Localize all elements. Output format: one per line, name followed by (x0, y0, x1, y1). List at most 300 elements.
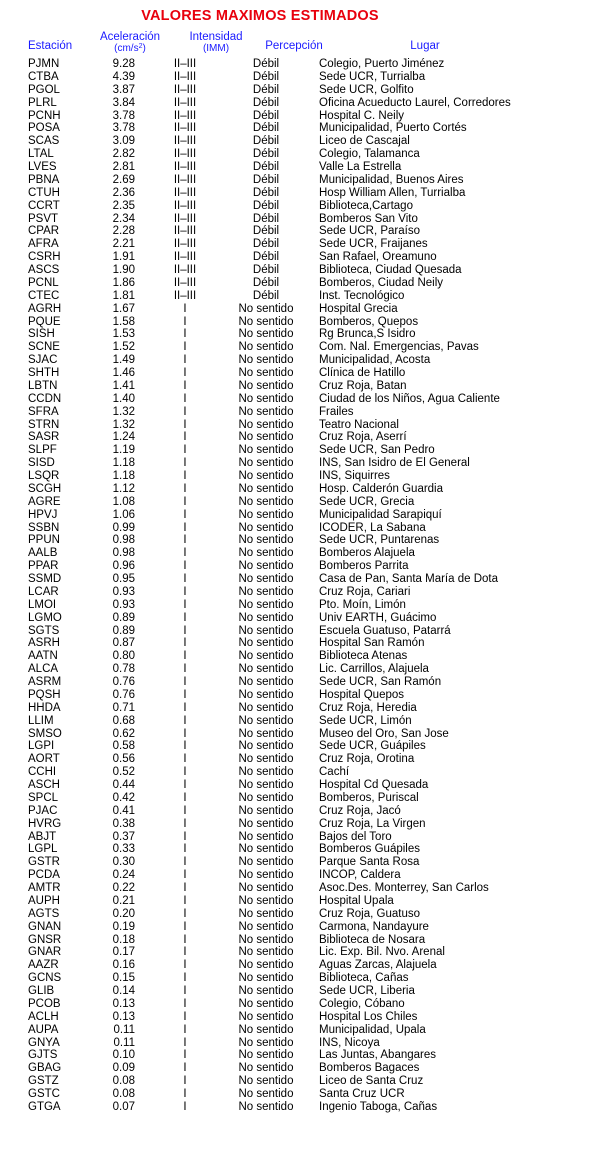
station-code: CCHI (28, 766, 57, 779)
location-name: Clínica de Hatillo (319, 367, 406, 379)
location-name: Parque Santa Rosa (319, 856, 420, 869)
table-row (28, 547, 511, 560)
acceleration-value: 0.80 (112, 650, 135, 663)
table-row (28, 753, 511, 766)
perception-value: Débil (252, 83, 280, 96)
page-title: VALORES MAXIMOS ESTIMADOS (141, 8, 379, 24)
location-name: Ciudad de los Niños, Agua Caliente (319, 392, 500, 405)
acceleration-value: 0.13 (112, 1010, 135, 1023)
intensity-value: I (183, 585, 187, 598)
intensity-value: I (183, 611, 187, 624)
acceleration-value: 2.35 (112, 199, 135, 212)
stations-table (28, 58, 511, 1114)
location-name: Bomberos Parrita (319, 560, 409, 573)
location-name: Liceo de Santa Cruz (319, 1075, 424, 1088)
acceleration-value: 0.08 (112, 1075, 135, 1088)
perception-value: Débil (252, 122, 280, 135)
acceleration-value: 1.86 (112, 276, 135, 289)
intensity-value: I (183, 1100, 187, 1113)
table-row (28, 187, 511, 200)
station-code: LGPL (28, 843, 58, 856)
header-lugar: Lugar (410, 40, 440, 52)
perception-value: Débil (252, 109, 280, 122)
table-row (28, 1062, 511, 1075)
location-name: Colegio, Talamanca (319, 148, 420, 161)
intensity-value: I (183, 946, 187, 959)
station-code: PPUN (28, 534, 60, 547)
header-estacion: Estación (28, 40, 73, 52)
location-name: Oficina Acueducto Laurel, Corredores (319, 96, 511, 109)
station-code: LLIM (28, 714, 54, 727)
intensity-value: I (183, 637, 187, 650)
acceleration-value: 0.56 (112, 753, 135, 766)
perception-value: No sentido (238, 1100, 294, 1113)
perception-value: Débil (252, 70, 280, 83)
acceleration-value: 1.46 (112, 367, 135, 379)
perception-value: No sentido (238, 1036, 294, 1049)
perception-value: No sentido (238, 534, 294, 547)
station-code: AGRH (28, 302, 62, 315)
intensity-value: I (183, 985, 187, 997)
table-row (28, 534, 511, 547)
table-row (28, 573, 511, 586)
intensity-value: I (183, 959, 187, 972)
location-name: Frailes (319, 405, 354, 418)
location-name: Bomberos Bagaces (319, 1062, 420, 1075)
table-row (28, 110, 511, 123)
table-row (28, 985, 511, 998)
table-row (28, 1037, 511, 1050)
location-name: Sede UCR, Guápiles (319, 740, 426, 753)
intensity-value: I (183, 1023, 187, 1036)
table-row (28, 637, 511, 650)
station-code: AGTS (28, 907, 60, 920)
perception-value: No sentido (238, 315, 294, 328)
intensity-value: II–III (173, 58, 197, 70)
station-code: HVRG (28, 817, 62, 830)
acceleration-value: 1.40 (112, 392, 135, 405)
table-row (28, 1049, 511, 1062)
intensity-value: I (183, 1036, 187, 1049)
intensity-value: I (183, 444, 187, 457)
table-row (28, 959, 511, 972)
station-code: AORT (28, 753, 60, 766)
intensity-value: II–III (173, 199, 197, 212)
acceleration-value: 0.71 (112, 701, 135, 714)
intensity-value: I (183, 560, 187, 573)
acceleration-value: 4.39 (112, 70, 135, 83)
perception-value: No sentido (238, 907, 294, 920)
acceleration-value: 0.15 (112, 972, 135, 985)
acceleration-value: 2.21 (112, 238, 135, 251)
station-code: PQSH (28, 688, 61, 701)
station-code: GSTC (28, 1088, 60, 1100)
unit-base: (cm/s (114, 43, 139, 54)
acceleration-value: 0.41 (112, 804, 135, 817)
perception-value: No sentido (238, 869, 294, 882)
table-row (28, 972, 511, 985)
location-name: Bomberos San Vito (319, 212, 418, 225)
location-name: Inst. Tecnológico (319, 289, 405, 302)
table-row (28, 148, 511, 161)
intensity-value: II–III (173, 161, 197, 173)
acceleration-value: 1.81 (112, 289, 135, 302)
intensity-value: I (183, 1010, 187, 1023)
intensity-value: I (183, 534, 187, 547)
acceleration-value: 0.09 (112, 1062, 135, 1075)
acceleration-value: 0.21 (112, 894, 135, 907)
location-name: Valle La Estrella (319, 161, 402, 173)
location-name: Cruz Roja, Orotina (319, 753, 415, 766)
intensity-value: II–III (173, 148, 197, 161)
table-row (28, 135, 511, 148)
table-row (28, 341, 511, 354)
table-row (28, 393, 511, 406)
intensity-value: I (183, 354, 187, 367)
location-name: Sede UCR, Turrialba (319, 70, 426, 83)
stations-table-body (28, 58, 511, 1114)
perception-value: No sentido (238, 547, 294, 560)
table-row (28, 612, 511, 625)
table-row (28, 509, 511, 522)
table-row (28, 728, 511, 741)
location-name: Bomberos, Quepos (319, 315, 419, 328)
intensity-value: I (183, 508, 187, 521)
acceleration-value: 3.87 (112, 83, 135, 96)
perception-value: No sentido (238, 392, 294, 405)
perception-value: No sentido (238, 817, 294, 830)
location-name: Municipalidad, Acosta (319, 354, 431, 367)
location-name: Biblioteca de Nosara (319, 933, 426, 946)
location-name: Sede UCR, Puntarenas (319, 534, 440, 547)
acceleration-value: 0.52 (112, 766, 135, 779)
station-code: LSQR (28, 470, 60, 482)
station-code: AAZR (28, 959, 59, 972)
table-row (28, 483, 511, 496)
acceleration-value: 0.22 (112, 882, 135, 894)
intensity-value: I (183, 714, 187, 727)
acceleration-value: 1.18 (112, 457, 135, 470)
perception-value: No sentido (238, 1049, 294, 1062)
acceleration-value: 0.78 (112, 663, 135, 676)
acceleration-value: 3.78 (112, 122, 135, 135)
perception-value: Débil (252, 225, 280, 238)
station-code: PCNL (28, 276, 59, 289)
table-row (28, 419, 511, 432)
location-name: Cruz Roja, Heredia (319, 701, 417, 714)
intensity-value: II–III (173, 83, 197, 96)
intensity-value: I (183, 1049, 187, 1062)
acceleration-value: 1.19 (112, 444, 135, 457)
perception-value: Débil (252, 264, 280, 276)
perception-value: No sentido (238, 367, 294, 379)
table-row (28, 122, 511, 135)
location-name: Hosp. Calderón Guardia (319, 482, 444, 495)
table-row (28, 277, 511, 290)
location-name: INS, Siquirres (319, 470, 390, 482)
perception-value: No sentido (238, 985, 294, 997)
station-code: STRN (28, 418, 60, 431)
intensity-value: I (183, 1062, 187, 1075)
perception-value: No sentido (238, 946, 294, 959)
table-row (28, 200, 511, 213)
acceleration-value: 0.87 (112, 637, 135, 650)
perception-value: No sentido (238, 791, 294, 804)
acceleration-value: 0.44 (112, 779, 135, 791)
location-name: Ingenio Taboga, Cañas (319, 1100, 438, 1113)
station-code: SJAC (28, 354, 58, 367)
acceleration-value: 0.93 (112, 598, 135, 611)
perception-value: No sentido (238, 457, 294, 470)
acceleration-value: 1.41 (112, 379, 135, 392)
header-intensidad (181, 32, 251, 54)
intensity-value: I (183, 972, 187, 985)
table-row (28, 303, 511, 316)
table-row (28, 1024, 511, 1037)
perception-value: No sentido (238, 1075, 294, 1088)
acceleration-value: 0.14 (112, 985, 135, 997)
acceleration-value: 0.99 (112, 521, 135, 534)
acceleration-value: 1.18 (112, 470, 135, 482)
station-code: ASRH (28, 637, 60, 650)
station-code: GJTS (28, 1049, 58, 1062)
perception-value: No sentido (238, 882, 294, 894)
intensity-value: I (183, 727, 187, 740)
location-name: Sede UCR, Golfito (319, 83, 414, 96)
intensity-value: I (183, 573, 187, 585)
intensity-value: II–III (173, 289, 197, 302)
acceleration-value: 0.76 (112, 688, 135, 701)
intensity-value: I (183, 779, 187, 791)
location-name: Lic. Carrillos, Alajuela (319, 663, 429, 676)
location-name: Museo del Oro, San Jose (319, 727, 449, 740)
perception-value: No sentido (238, 573, 294, 585)
location-name: Sede UCR, Limón (319, 714, 412, 727)
intensity-value: I (183, 341, 187, 354)
station-code: SASR (28, 431, 60, 444)
header-intensidad-unit: (IMM) (202, 43, 230, 54)
station-code: PCNH (28, 109, 61, 122)
perception-value: No sentido (238, 714, 294, 727)
intensity-value: I (183, 791, 187, 804)
station-code: GSTR (28, 856, 60, 869)
table-row (28, 599, 511, 612)
location-name: Aguas Zarcas, Alajuela (319, 959, 437, 972)
perception-value: No sentido (238, 521, 294, 534)
intensity-value: I (183, 328, 187, 341)
table-row (28, 792, 511, 805)
location-name: Liceo de Cascajal (319, 135, 410, 148)
acceleration-value: 2.82 (112, 148, 135, 161)
acceleration-value: 0.98 (112, 547, 135, 560)
perception-value: No sentido (238, 959, 294, 972)
table-row (28, 934, 511, 947)
station-code: SGTS (28, 624, 60, 637)
perception-value: No sentido (238, 843, 294, 856)
station-code: AATN (28, 650, 58, 663)
intensity-value: II–III (173, 135, 197, 148)
acceleration-value: 1.52 (112, 341, 135, 354)
acceleration-value: 0.33 (112, 843, 135, 856)
intensity-value: I (183, 997, 187, 1010)
acceleration-value: 0.24 (112, 869, 135, 882)
intensity-value: II–III (173, 122, 197, 135)
intensity-value: I (183, 379, 187, 392)
location-name: Hospital San Ramón (319, 637, 425, 650)
intensity-value: I (183, 405, 187, 418)
intensity-value: I (183, 869, 187, 882)
station-code: ACLH (28, 1010, 59, 1023)
station-code: PLRL (28, 96, 57, 109)
intensity-value: I (183, 843, 187, 856)
table-row (28, 818, 511, 831)
acceleration-value: 0.89 (112, 611, 135, 624)
acceleration-value: 0.30 (112, 856, 135, 869)
table-row (28, 805, 511, 818)
station-code: GSTZ (28, 1075, 59, 1088)
table-row (28, 843, 511, 856)
perception-value: No sentido (238, 637, 294, 650)
intensity-value: I (183, 598, 187, 611)
table-row (28, 367, 511, 380)
location-name: Colegio, Puerto Jiménez (319, 58, 445, 70)
perception-value: No sentido (238, 663, 294, 676)
table-row (28, 470, 511, 483)
station-code: SCGH (28, 482, 62, 495)
intensity-value: II–III (173, 276, 197, 289)
table-row (28, 174, 511, 187)
location-name: ICODER, La Sabana (319, 521, 426, 534)
station-code: ASRM (28, 676, 62, 688)
location-name: Hospital Quepos (319, 688, 405, 701)
location-name: Biblioteca Atenas (319, 650, 408, 663)
perception-value: No sentido (238, 379, 294, 392)
intensity-value: I (183, 676, 187, 688)
intensity-value: I (183, 482, 187, 495)
intensity-value: I (183, 933, 187, 946)
table-row (28, 380, 511, 393)
station-code: LGMO (28, 611, 62, 624)
acceleration-value: 0.89 (112, 624, 135, 637)
location-name: Cruz Roja, Batan (319, 379, 407, 392)
perception-value: No sentido (238, 444, 294, 457)
station-code: POSA (28, 122, 60, 135)
perception-value: Débil (252, 199, 280, 212)
intensity-value: I (183, 701, 187, 714)
location-name: INCOP, Caldera (319, 869, 401, 882)
location-name: Casa de Pan, Santa María de Dota (319, 573, 498, 585)
intensity-value: I (183, 688, 187, 701)
table-row (28, 856, 511, 869)
intensity-value: I (183, 830, 187, 843)
perception-value: No sentido (238, 1010, 294, 1023)
location-name: Municipalidad, Puerto Cortés (319, 122, 467, 135)
perception-value: Débil (252, 251, 280, 264)
table-row (28, 946, 511, 959)
acceleration-value: 2.28 (112, 225, 135, 238)
perception-value: No sentido (238, 598, 294, 611)
location-name: Asoc.Des. Monterrey, San Carlos (319, 882, 489, 894)
intensity-value: I (183, 894, 187, 907)
perception-value: Débil (252, 135, 280, 148)
intensity-value: II–III (173, 212, 197, 225)
location-name: Colegio, Cóbano (319, 997, 405, 1010)
acceleration-value: 3.84 (112, 96, 135, 109)
table-row (28, 779, 511, 792)
location-name: Bomberos Alajuela (319, 547, 415, 560)
station-code: AMTR (28, 882, 61, 894)
station-code: LTAL (28, 148, 54, 161)
location-name: Biblioteca, Ciudad Quesada (319, 264, 462, 276)
table-row (28, 831, 511, 844)
intensity-value: I (183, 663, 187, 676)
location-name: Bomberos Guápiles (319, 843, 420, 856)
perception-value: No sentido (238, 611, 294, 624)
acceleration-value: 0.17 (112, 946, 135, 959)
perception-value: No sentido (238, 1062, 294, 1075)
station-code: ASCH (28, 779, 60, 791)
perception-value: No sentido (238, 341, 294, 354)
location-name: Teatro Nacional (319, 418, 399, 431)
location-name: Lic. Exp. Bil. Nvo. Arenal (319, 946, 445, 959)
station-code: LBTN (28, 379, 58, 392)
location-name: Hospital C. Neily (319, 109, 404, 122)
station-code: PPAR (28, 560, 59, 573)
station-code: AGRE (28, 495, 61, 508)
perception-value: No sentido (238, 997, 294, 1010)
station-code: LCAR (28, 585, 59, 598)
acceleration-value: 0.96 (112, 560, 135, 573)
station-code: PQUE (28, 315, 61, 328)
perception-value: No sentido (238, 405, 294, 418)
perception-value: No sentido (238, 972, 294, 985)
perception-value: No sentido (238, 830, 294, 843)
intensity-value: II–III (173, 96, 197, 109)
perception-value: No sentido (238, 1088, 294, 1100)
station-code: ABJT (28, 830, 57, 843)
table-row (28, 715, 511, 728)
intensity-value: II–III (173, 238, 197, 251)
table-row (28, 406, 511, 419)
acceleration-value: 0.37 (112, 830, 135, 843)
perception-value: No sentido (238, 482, 294, 495)
table-row (28, 213, 511, 226)
acceleration-value: 1.08 (112, 495, 135, 508)
station-code: SMSO (28, 727, 62, 740)
station-code: HHDA (28, 701, 61, 714)
perception-value: No sentido (238, 328, 294, 341)
table-row (28, 522, 511, 535)
table-row (28, 225, 511, 238)
acceleration-value: 0.13 (112, 997, 135, 1010)
acceleration-value: 3.09 (112, 135, 135, 148)
perception-value: No sentido (238, 470, 294, 482)
acceleration-value: 0.08 (112, 1088, 135, 1100)
location-name: Hospital Upala (319, 894, 394, 907)
location-name: Rg Brunca,S Isidro (319, 328, 416, 341)
location-name: Hospital Cd Quesada (319, 779, 429, 791)
station-code: ASCS (28, 264, 60, 276)
table-row (28, 264, 511, 277)
table-row (28, 921, 511, 934)
perception-value: Débil (252, 212, 280, 225)
intensity-value: II–III (173, 264, 197, 276)
table-row (28, 663, 511, 676)
station-code: SSBN (28, 521, 60, 534)
table-row (28, 354, 511, 367)
acceleration-value: 3.78 (112, 109, 135, 122)
station-code: CSRH (28, 251, 61, 264)
